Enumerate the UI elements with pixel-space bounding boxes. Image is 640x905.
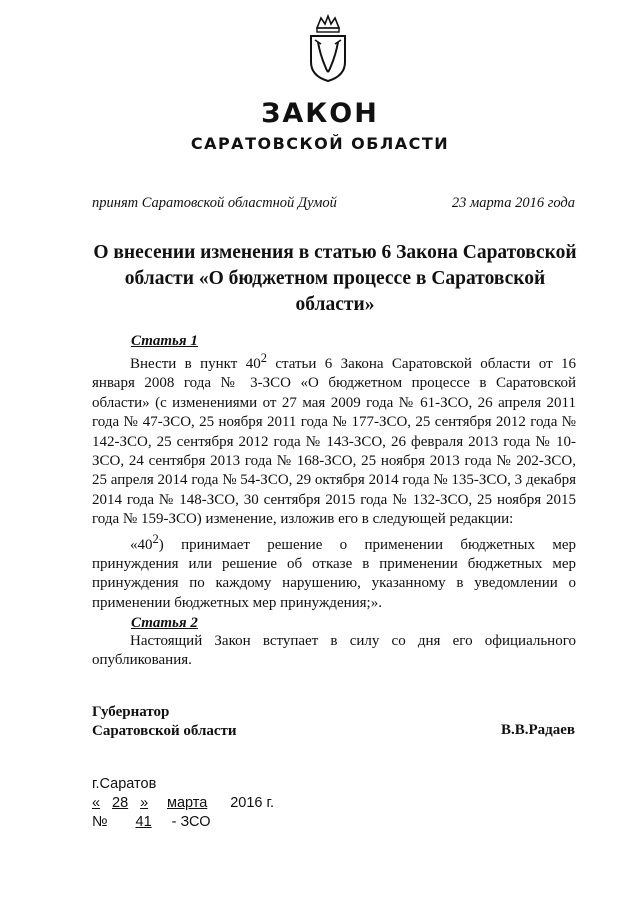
governor-title-line-1: Губернатор: [92, 704, 170, 720]
number-prefix: №: [92, 814, 108, 830]
region-title: САРАТОВСКОЙ ОБЛАСТИ: [190, 134, 450, 153]
number-value: 41: [135, 814, 152, 830]
article-2-heading: Статья 2: [131, 615, 198, 631]
paragraph-2-superscript: 2: [152, 531, 159, 546]
article-1-body: [92, 349, 576, 613]
saratov-coat-of-arms-icon: [305, 14, 351, 84]
paragraph-1-text-b: статьи 6 Закона Саратовской области от 16 января 2008 года № 3-ЗСО «О бюджетном процессе в Саратовской области» (с изменениями от 27 мая 2009 года № 61-ЗСО, 26 апреля 2011 года № 47-ЗСО, 25 ноября 2011 года № 177-ЗСО, 25 сентября 2012 года № 142-ЗСО, 25 сентября 2012 года № 143-ЗСО, 26 февраля 2013 года № 10-ЗСО, 24 сентября 2013 года № 168-ЗСО, 25 ноября 2013 года № 202-ЗСО, 25 апреля 2014 года № 54-ЗСО, 29 октября 2014 года № 135-ЗСО, 3 декабря 2014 года № 148-ЗСО, 30 сентября 2015 года № 132-ЗСО, 25 ноября 2015 года № 159-ЗСО) изменение, изложив его в следующей редакции:: [92, 356, 577, 528]
date-month: марта: [166, 795, 208, 811]
adopted-date: 23 марта 2016 года: [451, 195, 575, 211]
date-quote-close: »: [140, 795, 149, 811]
number-suffix: - ЗСО: [171, 814, 211, 830]
governor-name: В.В.Радаев: [500, 722, 575, 738]
law-title: ЗАКОН: [261, 98, 379, 129]
law-number: [92, 813, 274, 832]
paragraph-2-text-b: ) принимает решение о применении бюджетных мер принуждения или решение об отказе в применении бюджетных мер принуждения по каждому нарушению, указанному в уведомлении о применении бюджетных мер принуждения;».: [92, 536, 576, 611]
adopted-by: принят Саратовской областной Думой: [92, 195, 337, 211]
governor-title-line-2: Саратовской области: [92, 723, 237, 739]
date-quote-open: «: [92, 795, 101, 811]
paragraph-1-superscript: 2: [260, 351, 267, 365]
paragraph-2-text-a: «40: [130, 536, 153, 553]
article-2-paragraph: Настоящий Закон вступает в силу со дня его официального опубликования.: [92, 633, 576, 669]
paragraph-1-text-a: Внести в пункт 40: [130, 356, 261, 372]
article-1-paragraph-1: [92, 349, 576, 530]
document-title: О внесении изменения в статью 6 Закона Саратовской области «О бюджетном процессе в Саратовской области»: [93, 242, 577, 315]
registration-block: [92, 775, 274, 832]
article-1-heading: Статья 1: [131, 333, 198, 349]
city: г.Саратов: [92, 776, 157, 792]
date-day: 28: [112, 795, 129, 811]
article-2-body: [92, 632, 576, 671]
signing-date: [92, 794, 274, 813]
article-1-paragraph-2: [92, 530, 576, 614]
governor-title: [92, 703, 237, 741]
date-year: 2016 г.: [230, 795, 275, 811]
